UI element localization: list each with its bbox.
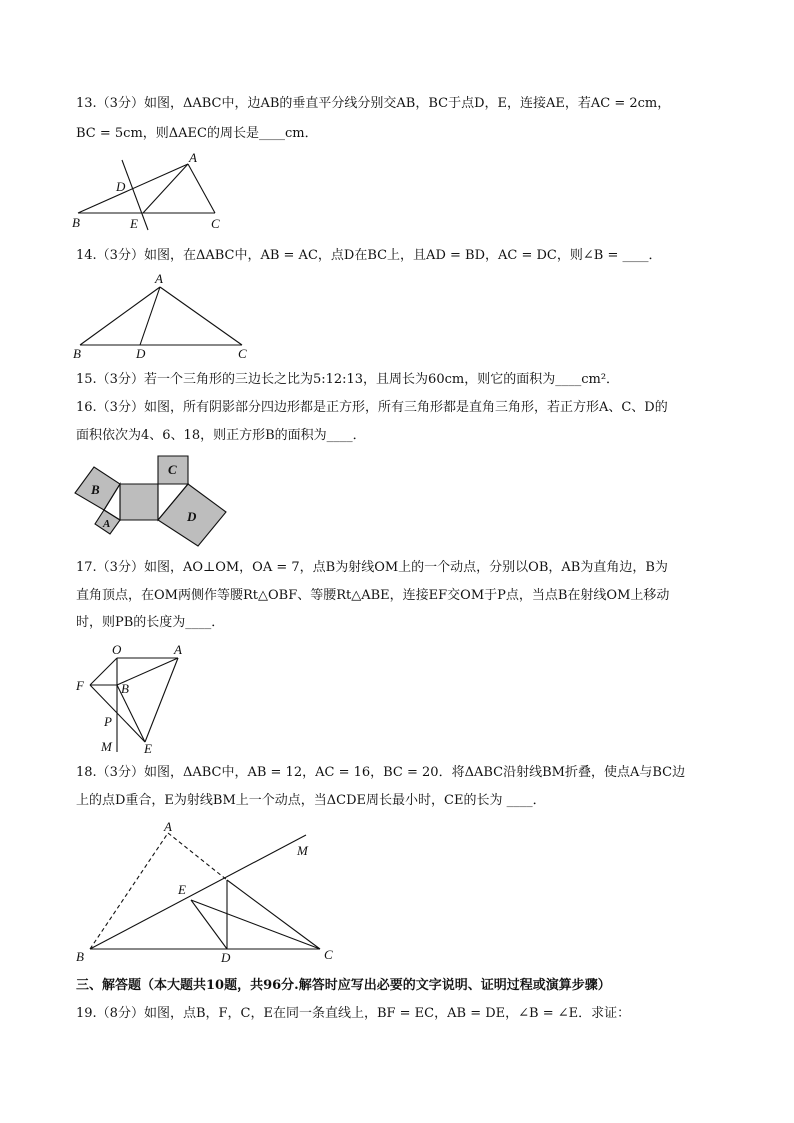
q15-text-line1: 15.（3分）若一个三角形的三边长之比为5:12:13，且周长为60cm，则它的面积为____cm²．: [76, 372, 620, 387]
q14-segment-ac: [160, 287, 242, 345]
q16-text-line1: 16.（3分）如图，所有阴影部分四边形都是正方形，所有三角形都是直角三角形，若正方形A、C、D的: [76, 400, 668, 415]
q13-segment-ac: [188, 164, 215, 213]
q18-segment-ba-dashed: [90, 833, 168, 949]
q18-text-line1: 18.（3分）如图，ΔABC中，AB = 12，AC = 16，BC = 20．将ΔABC沿射线BM折叠，使点A与BC边: [76, 765, 686, 780]
q13-segment-ae: [143, 164, 188, 213]
q13-label-e: E: [130, 216, 138, 231]
q14-label-c: C: [238, 346, 247, 361]
q17-label-m: M: [101, 739, 112, 754]
section-three-title: 三、解答题（本大题共10题，共96分.解答时应写出必要的文字说明、证明过程或演算步骤）: [76, 978, 611, 993]
q14-segment-ad: [140, 287, 160, 345]
q13-figure: [70, 150, 240, 235]
q18-label-m: M: [297, 843, 308, 858]
q18-figure: [70, 815, 350, 963]
q19-text-line1: 19.（8分）如图，点B，F，C，E在同一条直线上，BF = EC，AB = DE，∠B = ∠E．求证：: [76, 1006, 631, 1021]
q16-center-square: [120, 484, 158, 520]
q17-text-line1: 17.（3分）如图，AO⊥OM，OA = 7，点B为射线OM上的一个动点，分别以OB，AB为直角边，B为: [76, 560, 668, 575]
q14-label-d: D: [136, 346, 146, 361]
q13-text-line1: 13.（3分）如图，ΔABC中，边AB的垂直平分线分别交AB，BC于点D，E，连接AE，若AC = 2cm，: [76, 96, 671, 111]
q18-segment-ac-dashed: [168, 833, 227, 880]
q13-label-a: A: [189, 150, 197, 165]
q13-label-b: B: [72, 215, 80, 230]
q18-label-e: E: [178, 882, 186, 897]
q14-label-a: A: [155, 271, 163, 286]
q16-text-line2: 面积依次为4、6、18，则正方形B的面积为____．: [76, 428, 366, 443]
q14-text-line1: 14.（3分）如图，在ΔABC中，AB = AC，点D在BC上，且AD = BD，AC = DC，则∠B = ____．: [76, 248, 662, 263]
q17-label-e: E: [144, 741, 152, 756]
q18-segment-ec: [191, 900, 320, 949]
q17-label-f: F: [76, 678, 84, 693]
q17-segment-fo: [90, 658, 117, 685]
q18-label-a: A: [164, 819, 172, 834]
q17-label-a: A: [174, 642, 182, 657]
q14-label-b: B: [73, 346, 81, 361]
q16-label-b: B: [91, 482, 100, 497]
q18-label-d: D: [221, 950, 231, 963]
q16-figure: [70, 450, 235, 550]
q16-label-c: C: [168, 462, 177, 477]
q18-label-b: B: [76, 949, 84, 963]
q16-label-a: A: [103, 518, 111, 530]
q18-label-c: C: [324, 947, 333, 962]
q13-text-line2: BC = 5cm，则ΔAEC的周长是____cm．: [76, 126, 318, 141]
q17-label-p: P: [104, 714, 112, 729]
q18-text-line2: 上的点D重合，E为射线BM上一个动点，当ΔCDE周长最小时，CE的长为 ____．: [76, 793, 546, 808]
q17-text-line3: 时，则PB的长度为____．: [76, 615, 225, 630]
q13-label-d: D: [116, 179, 126, 194]
q14-figure: [70, 270, 260, 362]
q13-label-c: C: [211, 216, 220, 231]
q17-label-b: B: [121, 681, 129, 696]
q17-figure: [70, 640, 200, 758]
q17-label-o: O: [112, 642, 122, 657]
q16-label-d: D: [187, 509, 197, 524]
q17-text-line2: 直角顶点，在OM两侧作等腰Rt△OBF、等腰Rt△ABE，连接EF交OM于P点，当点B在射线OM上移动: [76, 588, 670, 603]
q14-segment-ab: [80, 287, 160, 345]
q18-segment-fold-to-c: [227, 880, 320, 949]
